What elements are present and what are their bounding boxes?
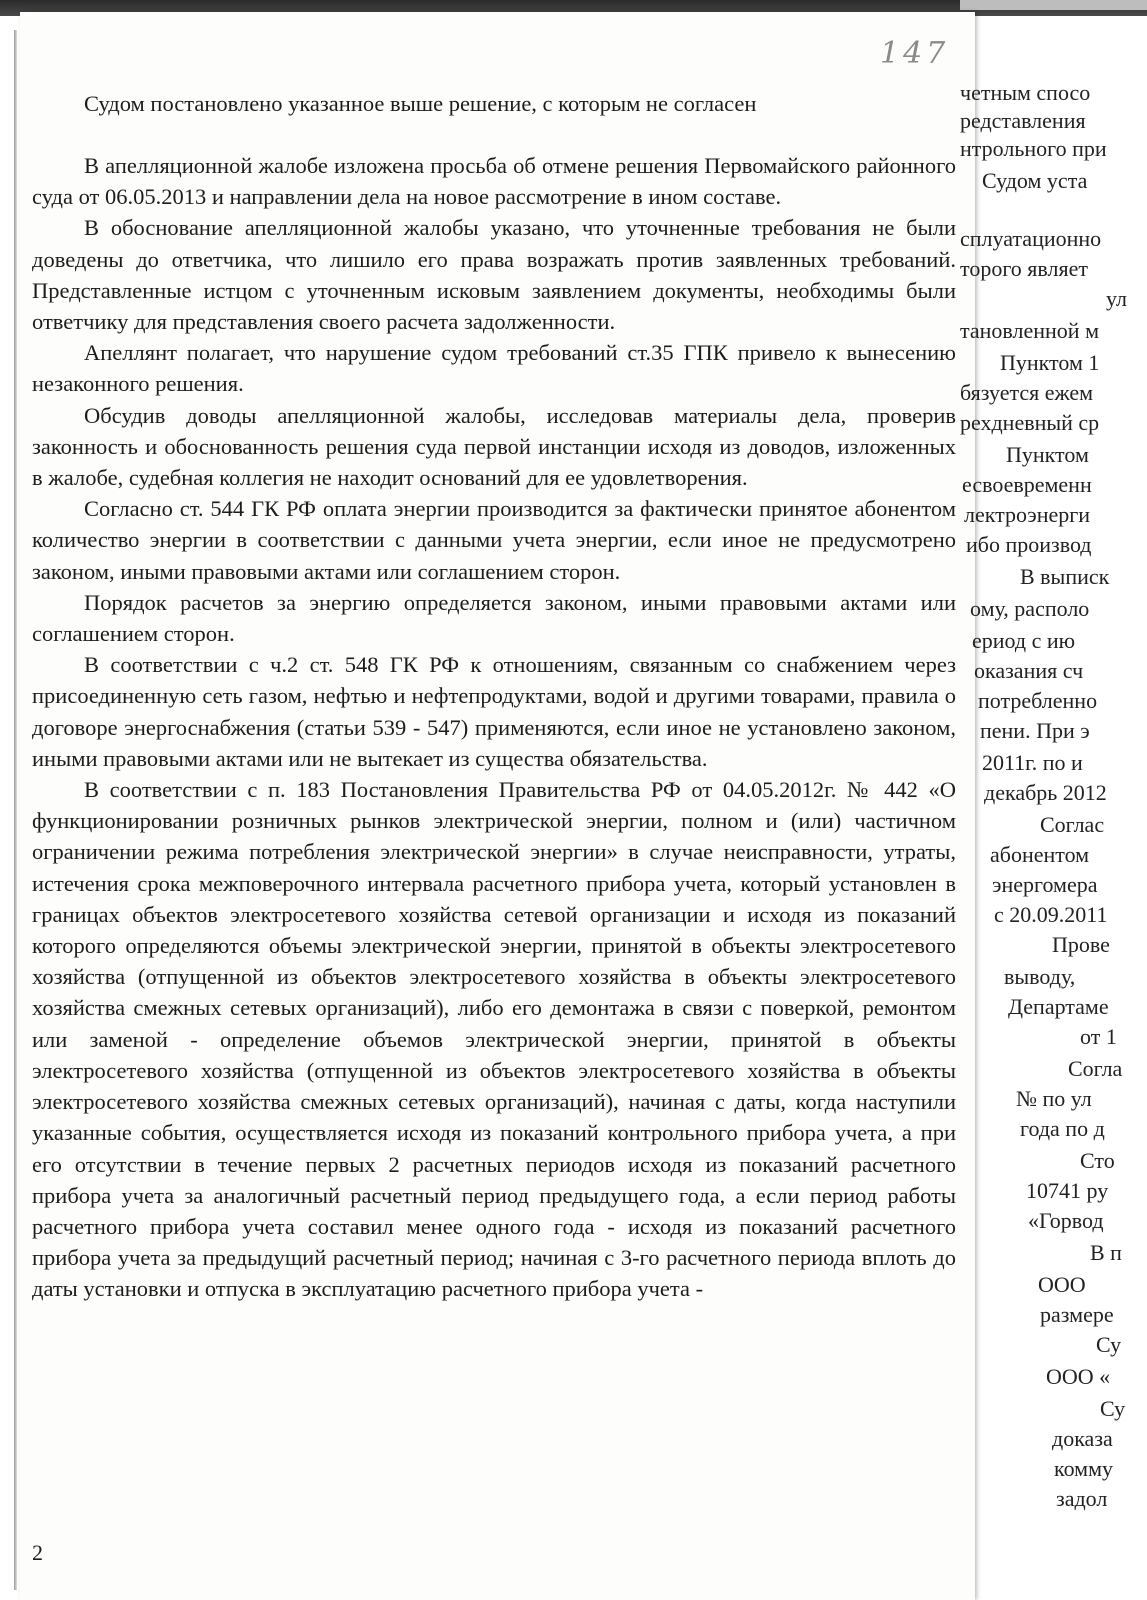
paragraph: Обсудив доводы апелляционной жалобы, исследовав материалы дела, проверив законность и обоснованность решения суда первой инстанции исходя из доводов, изложенных в жалобе, судебная коллегия не находит оснований для ее удовлетворения. bbox=[32, 402, 956, 491]
adjacent-line: В выписк bbox=[1020, 564, 1110, 589]
adjacent-line: 2011г. по и bbox=[982, 750, 1083, 775]
adjacent-line: декабрь 2012 bbox=[984, 780, 1107, 805]
adjacent-line: оказания сч bbox=[974, 658, 1084, 683]
adjacent-line: Соглас bbox=[1040, 812, 1105, 837]
adjacent-line: Пунктом 1 bbox=[1000, 350, 1100, 375]
adjacent-line: абонентом bbox=[990, 842, 1090, 867]
adjacent-line: потребленно bbox=[978, 688, 1098, 713]
paragraph: В соответствии с ч.2 ст. 548 ГК РФ к отношениям, связанным со снабжением через присоединенную сеть газом, нефтью и нефтепродуктами, водой и другими товарами, правила о договоре энергоснабжения (статьи 539 - 547) применяются, если иное не установлено законом, иными правовыми актами или не вытекает из существа обязательства. bbox=[32, 652, 956, 771]
paragraph: В обоснование апелляционной жалобы указано, что уточненные требования не были доведены до ответчика, что лишило его права возражать против заявленных требований. Представленные истцом с уточненным исковым заявлением документы, необходимы были ответчику для представления своего расчета задолженности. bbox=[32, 215, 956, 335]
adjacent-line: Су bbox=[1100, 1396, 1126, 1421]
adjacent-line: «Горвод bbox=[1028, 1208, 1104, 1233]
paragraph: Порядок расчетов за энергию определяется законом, иными правовыми актами или соглашением сторон. bbox=[32, 589, 956, 647]
adjacent-line: В п bbox=[1090, 1240, 1122, 1265]
adjacent-line: энергомера bbox=[992, 872, 1098, 897]
adjacent-line: ому, располо bbox=[970, 596, 1090, 621]
scan-left-edge bbox=[14, 30, 17, 1590]
page-number: 2 bbox=[32, 1540, 43, 1565]
adjacent-line: бязуется ежем bbox=[960, 380, 1094, 405]
adjacent-line: рехдневный ср bbox=[960, 410, 1100, 435]
adjacent-line: ООО « bbox=[1046, 1364, 1111, 1389]
adjacent-line: выводу, bbox=[1004, 964, 1076, 989]
adjacent-line: доказа bbox=[1052, 1426, 1113, 1451]
adjacent-line: четным спосо bbox=[960, 80, 1091, 105]
adjacent-line: задол bbox=[1056, 1486, 1108, 1511]
adjacent-line: 10741 ру bbox=[1026, 1178, 1109, 1203]
intro-line: Судом постановлено указанное выше решение, с которым не согласен bbox=[84, 91, 757, 116]
adjacent-line: Су bbox=[1096, 1332, 1122, 1357]
adjacent-line: ООО bbox=[1038, 1272, 1086, 1297]
adjacent-line: Сто bbox=[1080, 1148, 1115, 1173]
adjacent-line: от 1 bbox=[1080, 1024, 1117, 1049]
adjacent-page-fragment bbox=[960, 60, 1147, 1600]
adjacent-line: размере bbox=[1040, 1302, 1114, 1327]
adjacent-line: тановленной м bbox=[960, 318, 1100, 343]
adjacent-line: пени. При э bbox=[980, 718, 1090, 743]
adjacent-line: Прове bbox=[1052, 932, 1110, 957]
paragraph: Согласно ст. 544 ГК РФ оплата энергии производится за фактически принятое абонентом количество энергии в соответствии с данными учета энергии, если иное не предусмотрено законом, иными правовыми актами или соглашением сторон. bbox=[32, 496, 956, 584]
paragraph: В апелляционной жалобе изложена просьба об отмене решения Первомайского районного суда от 06.05.2013 и направлении дела на новое рассмотрение в ином составе. bbox=[32, 153, 956, 210]
adjacent-line: Согла bbox=[1068, 1056, 1123, 1081]
scan-top-border-light bbox=[960, 0, 1147, 10]
adjacent-line: сплуатационно bbox=[960, 226, 1102, 251]
adjacent-line: с 20.09.2011 bbox=[994, 902, 1108, 927]
adjacent-line: есвоевременн bbox=[962, 472, 1092, 497]
adjacent-line: ибо производ bbox=[966, 532, 1092, 557]
adjacent-line: нтрольного при bbox=[960, 136, 1107, 161]
adjacent-line: комму bbox=[1054, 1456, 1113, 1481]
paragraph: Апеллянт полагает, что нарушение судом требований ст.35 ГПК привело к вынесению незаконного решения. bbox=[32, 340, 956, 397]
adjacent-line: торого являет bbox=[960, 256, 1088, 281]
adjacent-line: редставления bbox=[960, 108, 1086, 133]
handwritten-page-mark: 147 bbox=[880, 36, 950, 71]
adjacent-line: ул bbox=[1106, 286, 1128, 311]
document-body bbox=[32, 150, 956, 1305]
adjacent-line: Судом уста bbox=[982, 168, 1088, 193]
adjacent-line: Департаме bbox=[1008, 994, 1109, 1019]
paragraph: В соответствии с п. 183 Постановления Правительства РФ от 04.05.2012г. № 442 «О функционировании розничных рынков электрической энергии, полном и (или) частичном ограничении режима потребления электрической энергии» в случае неисправности, утраты, истечения срока межповерочного интервала расчетного прибора учета, который установлен в границах объектов электросетевого хозяйства сетевой организации и исходя из показаний которого определяются объемы электрической энергии, принятой в объекты электросетевого хозяйства (отпущенной из объектов электросетевого хозяйства в объекты электросетевого хозяйства смежных сетевых организаций), либо его демонтажа в связи с поверкой, ремонтом или заменой - определение объемов электрической энергии, принятой в объекты электросетевого хозяйства (отпущенной из объектов электросетевого хозяйства в объекты электросетевого хозяйства смежных сетевых организаций), начиная с даты, когда наступили указанные события, осуществляется исходя из показаний контрольного прибора учета, а при его отсутствии в течение первых 2 расчетных периодов исходя из показаний расчетного прибора учета за аналогичный расчетный период предыдущего года, а если период работы расчетного прибора учета составил менее одного года - исходя из показаний расчетного прибора учета за предыдущий расчетный период; начиная с 3-го расчетного периода вплоть до даты установки и отпуска в эксплуатацию расчетного прибора учета - bbox=[32, 777, 956, 1302]
adjacent-line: № по ул bbox=[1016, 1086, 1092, 1111]
adjacent-line: Пунктом bbox=[1006, 442, 1089, 467]
adjacent-line: ериод с ию bbox=[972, 628, 1076, 653]
adjacent-line: лектроэнерги bbox=[964, 502, 1091, 527]
adjacent-line: года по д bbox=[1020, 1116, 1105, 1141]
